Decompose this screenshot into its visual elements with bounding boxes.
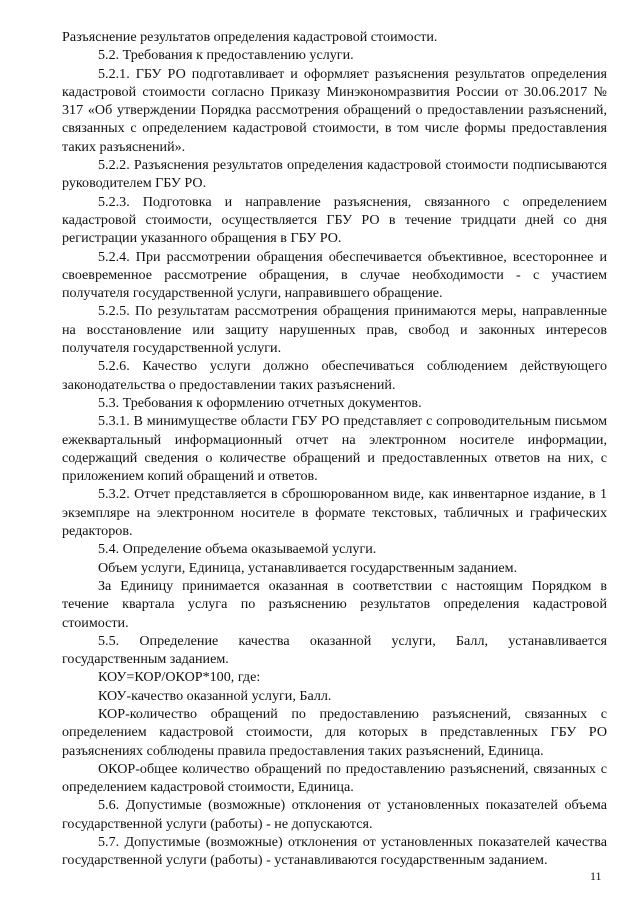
paragraph: За Единицу принимается оказанная в соответствии с настоящим Порядком в течение квартала услуга по разъяснению результатов определения кадастровой стоимости. [62,577,607,631]
paragraph: 5.6. Допустимые (возможные) отклонения от установленных показателей объема государственной услуги (работы) - не допускаются. [62,797,607,832]
paragraph: 5.3.2. Отчет представляется в сброшюрованном виде, как инвентарное издание, в 1 экземпляре на электронном носителе в формате текстовых, табличных и графических редакторов. [62,486,607,540]
section-heading: 5.4. Определение объема оказываемой услуги. [98,541,377,558]
paragraph: Разъяснение результатов определения кадастровой стоимости. [62,29,438,45]
paragraph: 5.2.1. ГБУ РО подготавливает и оформляет разъяснения результатов определения кадастровой стоимости согласно Приказу Минэкономразвития России от 30.06.2017 № 317 «Об утверждении Порядка рассмотрения обращений о предоставлении разъяснений, связанных с определением кадастровой стоимости, в том числе формы предоставления таких разъяснений». [62,65,607,155]
formula-definition: КОУ-качество оказанной услуги, Балл. [98,687,332,704]
section-heading: 5.3. Требования к оформлению отчетных документов. [98,394,422,411]
paragraph: 5.3.1. В минимуществе области ГБУ РО представляет с сопроводительным письмом ежеквартальный информационный отчет на электронном носителе информации, содержащий сведения о количестве обращений и предоставленных ответов на них, с приложением копий обращений и ответов. [62,413,607,485]
paragraph: 5.2.5. По результатам рассмотрения обращения принимаются меры, направленные на восстановление или защиту нарушенных прав, свобод и законных интересов получателя государственной услуги. [62,303,607,357]
paragraph: 5.7. Допустимые (возможные) отклонения от установленных показателей качества государственной услуги (работы) - устанавливаются государственным заданием. [62,834,607,869]
section-heading: 5.2. Требования к предоставлению услуги. [98,47,354,64]
paragraph: Объем услуги, Единица, устанавливается государственным заданием. [98,559,518,576]
paragraph: 5.2.2. Разъяснения результатов определения кадастровой стоимости подписываются руководителем ГБУ РО. [62,157,607,192]
formula-definition: КОР-количество обращений по предоставлению разъяснений, связанных с определением кадастровой стоимости, для которых в представленных ГБУ РО разъяснениях соблюдены правила предоставления таких разъяснений, Единица. [62,705,607,759]
paragraph: 5.2.4. При рассмотрении обращения обеспечивается объективное, всестороннее и своевременное рассмотрение обращения, в случае необходимости - с участием получателя государственной услуги, направившего обращение. [62,248,607,302]
formula-definition: ОКОР-общее количество обращений по предоставлению разъяснений, связанных с определением кадастровой стоимости, Единица. [62,760,607,796]
page-number: 11 [590,869,602,883]
paragraph: 5.2.6. Качество услуги должно обеспечиваться соблюдением действующего законодательства о предоставлении таких разъяснений. [62,358,607,393]
formula: КОУ=КОР/ОКОР*100, где: [98,669,261,686]
paragraph: 5.2.3. Подготовка и направление разъяснения, связанного с определением кадастровой стоимости, осуществляется ГБУ РО в течение тридцати дней со дня регистрации указанного обращения в ГБУ РО. [62,193,607,247]
document-body [62,28,607,870]
paragraph: 5.5. Определение качества оказанной услуги, Балл, устанавливается государственным заданием. [62,632,607,668]
